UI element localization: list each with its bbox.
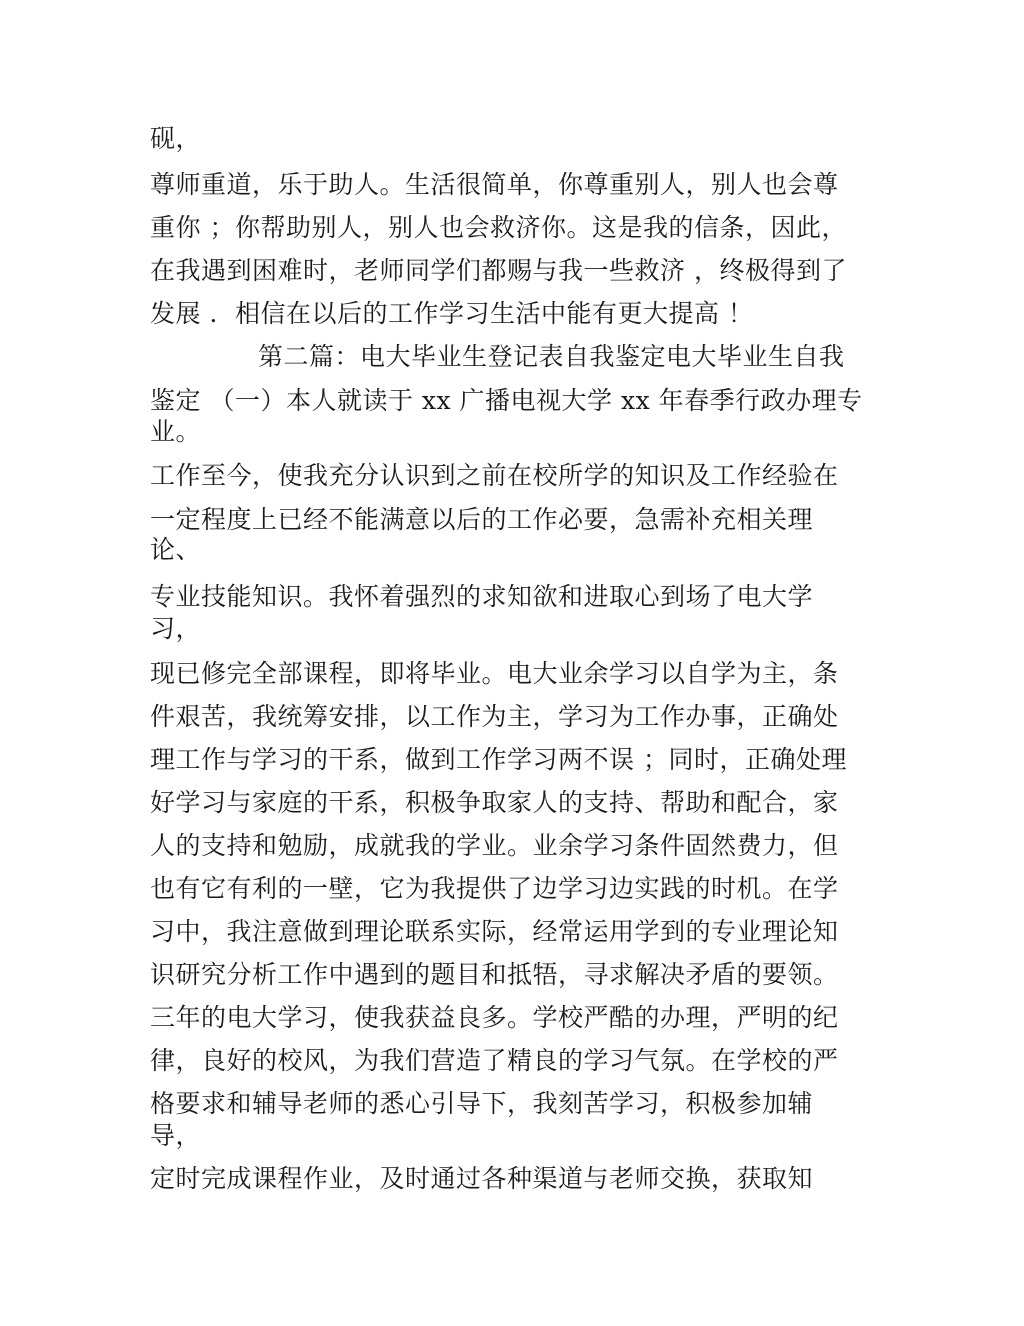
text-line: 三年的电大学习，使我获益良多。学校严酷的办理，严明的纪 — [150, 1003, 839, 1032]
text-line: 砚， — [150, 124, 202, 153]
text-line: 习， — [150, 614, 202, 643]
text-line: 件艰苦，我统筹安排，以工作为主，学习为工作办事，正确处 — [150, 702, 839, 731]
text-line: 理工作与学习的干系，做到工作学习两不误 ；同时，正确处理 — [150, 745, 847, 774]
section-heading: 第二篇：电大毕业生登记表自我鉴定电大毕业生自我 — [258, 342, 845, 371]
text-line: 鉴定 （一）本人就读于 xx 广播电视大学 xx 年春季行政办理专 — [150, 386, 863, 415]
text-line: 在我遇到困难时，老师同学们都赐与我一些救济 ，终极得到了 — [150, 256, 847, 285]
text-line: 尊师重道，乐于助人。生活很简单，你尊重别人，别人也会尊 — [150, 170, 839, 199]
text-line: 格要求和辅导老师的悉心引导下，我刻苦学习，积极参加辅 — [150, 1089, 814, 1118]
text-line: 人的支持和勉励，成就我的学业。业余学习条件固然费力，但 — [150, 831, 839, 860]
text-line: 好学习与家庭的干系，积极争取家人的支持、帮助和配合，家 — [150, 788, 839, 817]
text-line: 论、 — [150, 535, 202, 564]
text-line: 专业技能知识。我怀着强烈的求知欲和进取心到场了电大学 — [150, 582, 814, 611]
text-line: 习中，我注意做到理论联系实际，经常运用学到的专业理论知 — [150, 917, 839, 946]
text-line: 律，良好的校风，为我们营造了精良的学习气氛。在学校的严 — [150, 1046, 839, 1075]
text-line: 现已修完全部课程，即将毕业。电大业余学习以自学为主，条 — [150, 659, 839, 688]
text-line: 一定程度上已经不能满意以后的工作必要，急需补充相关理 — [150, 505, 814, 534]
text-line: 工作至今，使我充分认识到之前在校所学的知识及工作经验在 — [150, 461, 839, 490]
text-line: 也有它有利的一壁，它为我提供了边学习边实践的时机。在学 — [150, 874, 839, 903]
text-line: 发展 ．相信在以后的工作学习生活中能有更大提高 ！ — [150, 299, 754, 328]
text-line: 导， — [150, 1121, 202, 1150]
text-line: 业。 — [150, 417, 202, 446]
text-line: 识研究分析工作中遇到的题目和抵牾，寻求解决矛盾的要领。 — [150, 960, 839, 989]
text-line: 定时完成课程作业，及时通过各种渠道与老师交换，获取知 — [150, 1164, 814, 1193]
text-line: 重你 ；你帮助别人，别人也会救济你。这是我的信条，因此， — [150, 213, 847, 242]
